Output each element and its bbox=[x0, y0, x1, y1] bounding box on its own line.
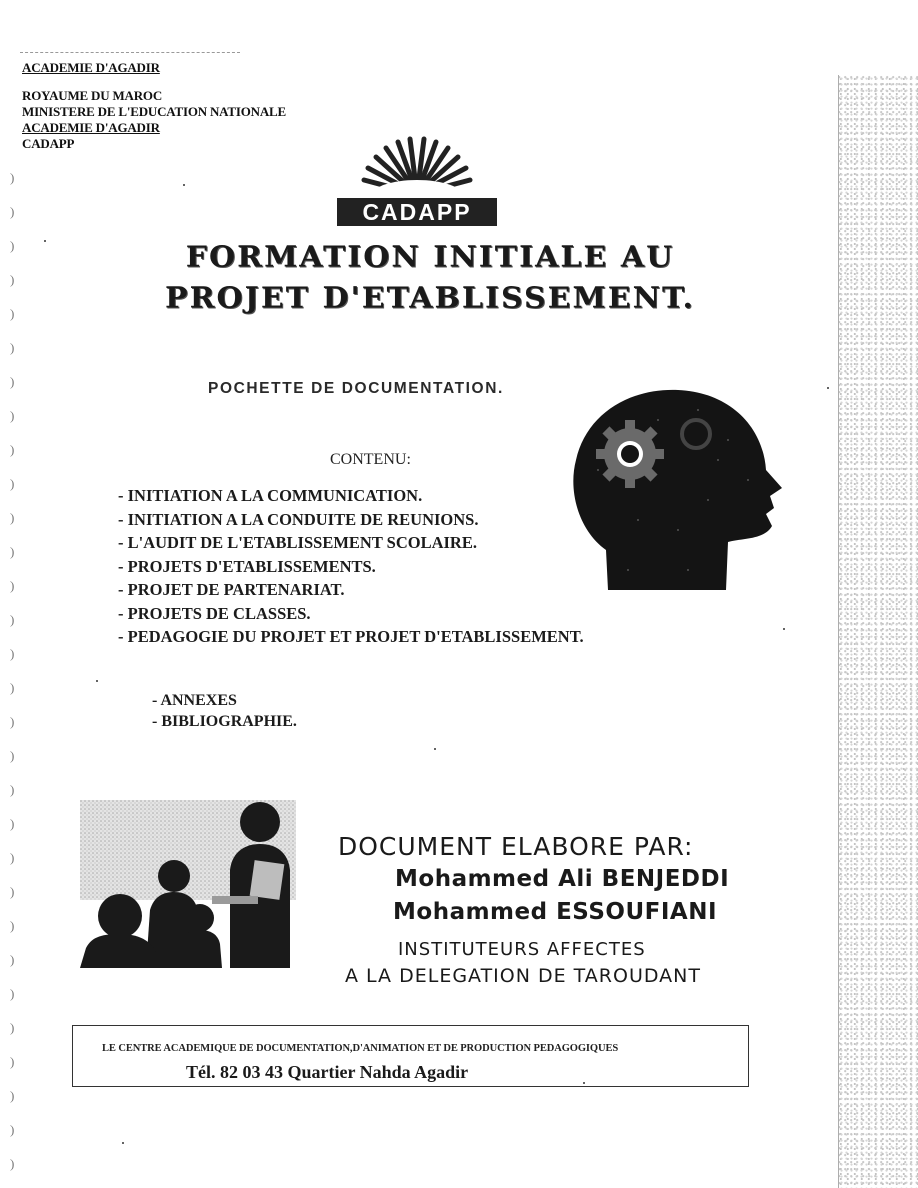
scan-edge-noise bbox=[838, 75, 918, 1188]
cadapp-line: CADAPP bbox=[22, 136, 75, 151]
authors-intro: DOCUMENT ELABORE PAR: bbox=[338, 832, 694, 861]
extras-list bbox=[152, 690, 297, 732]
extras-item: - BIBLIOGRAPHIE. bbox=[152, 713, 297, 730]
top-rule bbox=[20, 52, 240, 53]
contents-heading: CONTENU: bbox=[330, 451, 411, 468]
scan-speck bbox=[122, 1142, 124, 1144]
binding-holes: ) ) ) ) ) ) ) ) ) ) ) ) ) ) ) ) ) ) ) ) ) ) ) ) ) ) ) ) ) ) bbox=[10, 170, 15, 1171]
scan-speck bbox=[434, 748, 436, 750]
scan-speck bbox=[183, 184, 185, 186]
authors-location: A LA DELEGATION DE TAROUDANT bbox=[345, 965, 701, 987]
subtitle: POCHETTE DE DOCUMENTATION. bbox=[208, 380, 504, 397]
contents-item: - PEDAGOGIE DU PROJET ET PROJET D'ETABLISSEMENT. bbox=[118, 627, 584, 646]
authors-role: INSTITUTEURS AFFECTES bbox=[398, 939, 646, 960]
contents-item: - INITIATION A LA CONDUITE DE REUNIONS. bbox=[118, 509, 479, 529]
kingdom-line: ROYAUME DU MAROC bbox=[22, 88, 163, 103]
scan-speck bbox=[827, 387, 829, 389]
cadapp-logo: CADAPP bbox=[337, 198, 497, 226]
contents-item: - INITIATION A LA COMMUNICATION. bbox=[118, 486, 423, 505]
head-gear-illustration bbox=[568, 380, 782, 592]
academy-top: ACADEMIE D'AGADIR bbox=[22, 60, 160, 75]
scan-speck bbox=[783, 628, 785, 630]
ministry-line: MINISTERE DE L'EDUCATION NATIONALE bbox=[22, 104, 286, 119]
contents-item: - PROJETS D'ETABLISSEMENTS. bbox=[118, 556, 376, 576]
footer-contact: Tél. 82 03 43 Quartier Nahda Agadir bbox=[186, 1062, 469, 1082]
contents-item: - PROJET DE PARTENARIAT. bbox=[118, 580, 345, 599]
contents-item: - L'AUDIT DE L'ETABLISSEMENT SCOLAIRE. bbox=[118, 533, 477, 552]
author-name: Mohammed ESSOUFIANI bbox=[393, 899, 717, 925]
contents-list bbox=[118, 484, 584, 649]
scan-speck bbox=[96, 680, 98, 682]
scan-speck bbox=[583, 1082, 585, 1084]
scan-speck bbox=[44, 240, 46, 242]
title-line-2: PROJET D'ETABLISSEMENT. bbox=[165, 281, 695, 316]
footer-centre: LE CENTRE ACADEMIQUE DE DOCUMENTATION,D'ANIMATION ET DE PRODUCTION PEDAGOGIQUES bbox=[102, 1043, 619, 1054]
contents-item: - PROJETS DE CLASSES. bbox=[118, 603, 311, 623]
title-line-1: FORMATION INITIALE AU bbox=[185, 240, 675, 275]
extras-item: - ANNEXES bbox=[152, 692, 237, 709]
classroom-illustration bbox=[80, 800, 296, 968]
cadapp-logo-rays bbox=[352, 136, 482, 196]
author-name: Mohammed Ali BENJEDDI bbox=[395, 866, 730, 892]
academy-line: ACADEMIE D'AGADIR bbox=[22, 120, 160, 135]
